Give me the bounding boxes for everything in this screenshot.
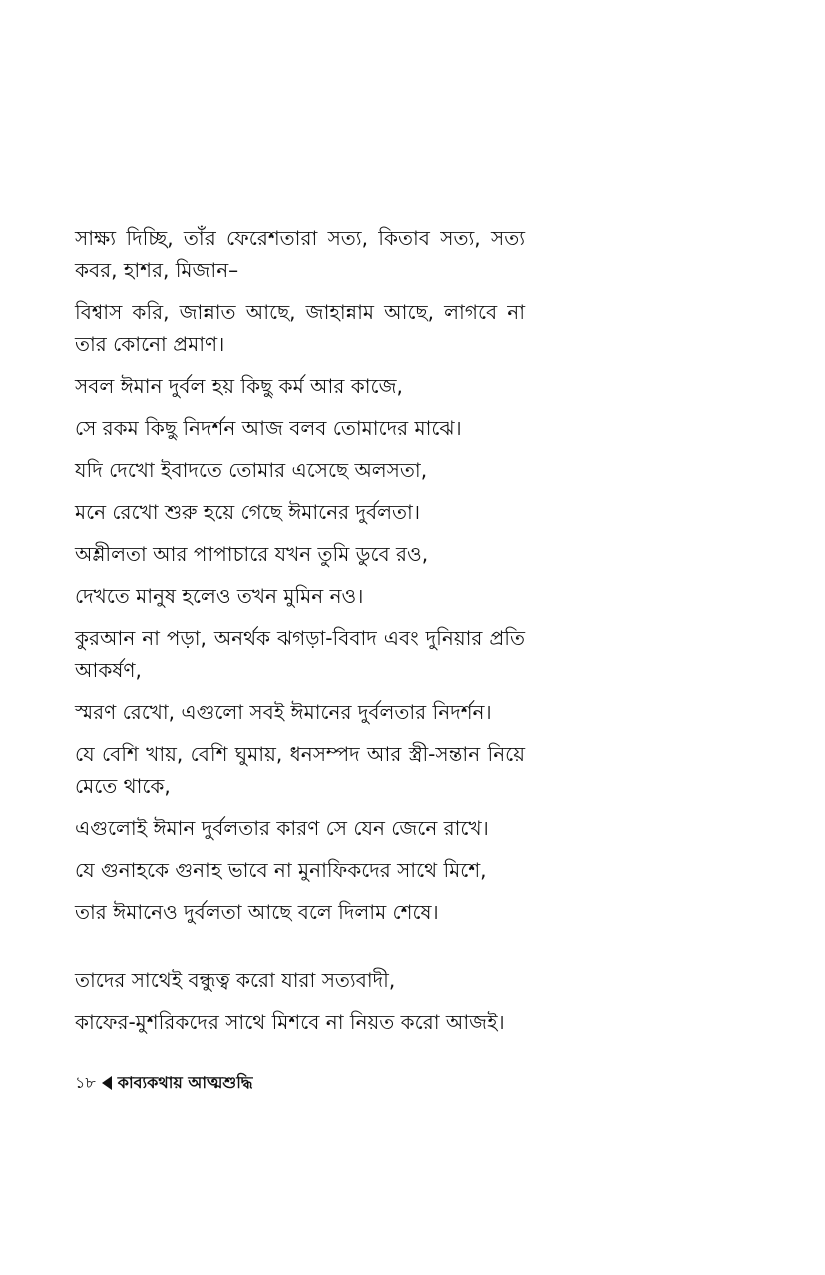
poem-line: এগুলোই ঈমান দুর্বলতার কারণ সে যেন জেনে রাখে। (75, 816, 489, 840)
poem-line: কাফের-মুশরিকদের সাথে মিশবে না নিয়ত করো আজই। (75, 1010, 505, 1034)
poem-line: সবল ঈমান দুর্বল হয় কিছু কর্ম আর কাজে, (75, 374, 403, 398)
left-triangle-icon (102, 1076, 112, 1090)
poem-line: সাক্ষ্য দিচ্ছি, তাঁর ফেরেশতারা সত্য, কিতাব সত্য, সত্য কবর, হাশর, মিজান– (75, 226, 525, 282)
poem-line: তাদের সাথেই বন্ধুত্ব করো যারা সত্যবাদী, (75, 968, 396, 992)
poem-line: দেখতে মানুষ হলেও তখন মুমিন নও। (75, 584, 364, 608)
poem-line: কুরআন না পড়া, অনর্থক ঝগড়া-বিবাদ এবং দুনিয়ার প্রতি আকর্ষণ, (75, 626, 525, 682)
poem-line: সে রকম কিছু নিদর্শন আজ বলব তোমাদের মাঝে। (75, 416, 462, 440)
stanza-1 (75, 222, 525, 928)
poem-line: যদি দেখো ইবাদতে তোমার এসেছে অলসতা, (75, 458, 428, 482)
poem-line: যে বেশি খায়, বেশি ঘুমায়, ধনসম্পদ আর স্ত্রী-সন্তান নিয়ে মেতে থাকে, (75, 742, 525, 798)
poem-line: যে গুনাহকে গুনাহ ভাবে না মুনাফিকদের সাথে মিশে, (75, 858, 487, 882)
page-number: ১৮ (75, 1073, 96, 1092)
poem-line: বিশ্বাস করি, জান্নাত আছে, জাহান্নাম আছে, লাগবে না তার কোনো প্রমাণ। (75, 300, 525, 356)
poem-line: স্মরণ রেখো, এগুলো সবই ঈমানের দুর্বলতার নিদর্শন। (75, 700, 492, 724)
poem-line: তার ঈমানেও দুর্বলতা আছে বলে দিলাম শেষে। (75, 900, 439, 924)
poem-body (75, 222, 525, 1048)
stanza-2 (75, 964, 525, 1038)
poem-line: অশ্লীলতা আর পাপাচারে যখন তুমি ডুবে রও, (75, 542, 429, 566)
poem-line: মনে রেখো শুরু হয়ে গেছে ঈমানের দুর্বলতা। (75, 500, 421, 524)
page-footer (75, 1072, 253, 1094)
book-title: কাব্যকথায় আত্মশুদ্ধি (117, 1073, 253, 1092)
